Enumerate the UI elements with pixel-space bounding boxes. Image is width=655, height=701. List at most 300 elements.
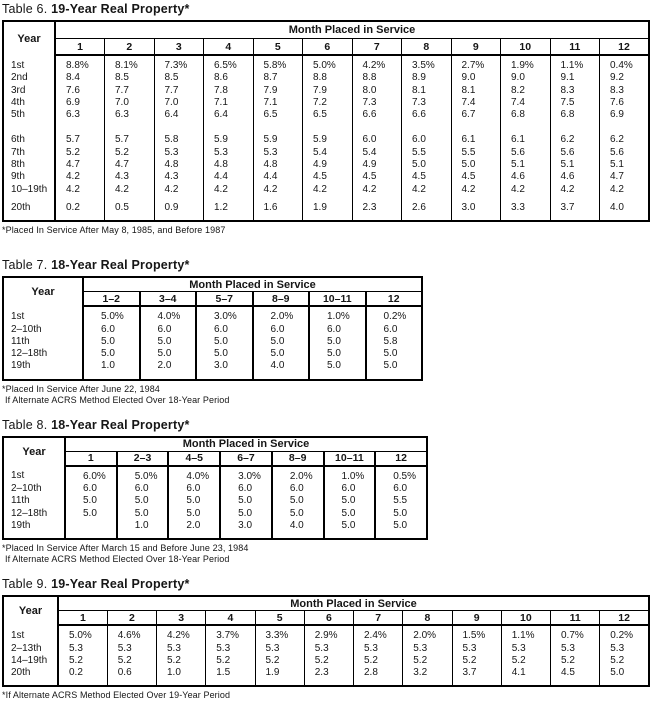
row-label: 14–19th: [3, 655, 58, 667]
value-cell: 7.1: [204, 97, 254, 109]
month-column-header: 8: [402, 39, 452, 56]
value-cell: 5.3: [501, 643, 550, 655]
value-cell: 8.9: [402, 72, 452, 84]
header-row-1: [3, 277, 422, 292]
value-cell: 5.9: [204, 121, 254, 146]
month-column-header: 2–3: [117, 451, 169, 466]
value-cell: 1.9: [303, 196, 353, 221]
value-cell: 4.0: [272, 520, 324, 539]
value-cell: 6.0: [352, 121, 402, 146]
value-cell: 7.9: [303, 85, 353, 97]
month-column-header: 9: [452, 611, 501, 626]
year-column-header: Year: [3, 596, 58, 625]
value-cell: 5.8: [154, 121, 204, 146]
value-cell: 4.6: [501, 171, 551, 183]
value-cell: 4.2: [501, 184, 551, 196]
value-cell: 5.8: [366, 336, 423, 348]
month-column-header: 6–7: [220, 451, 272, 466]
value-cell: 4.0%: [140, 306, 197, 323]
month-column-header: 1: [55, 39, 105, 56]
value-cell: 1.2: [204, 196, 254, 221]
table-7-title-main: 18-Year Real Property*: [51, 258, 190, 273]
value-cell: 0.6: [107, 667, 156, 686]
header-row-2: [3, 451, 427, 466]
value-cell: 5.0: [366, 348, 423, 360]
value-cell: 3.0: [196, 360, 253, 379]
month-placed-in-service-header: Month Placed in Service: [55, 21, 649, 39]
row-label: 9th: [3, 171, 55, 183]
value-cell: 5.6: [550, 147, 600, 159]
table-6-title-prefix: Table 6.: [2, 2, 48, 16]
value-cell: 6.4: [204, 109, 254, 121]
value-cell: 6.0: [117, 483, 169, 495]
value-cell: 0.2: [55, 196, 105, 221]
value-cell: 4.2: [451, 184, 501, 196]
value-cell: 5.6: [501, 147, 551, 159]
value-cell: 6.0: [168, 483, 220, 495]
table-row: [3, 97, 649, 109]
value-cell: 4.0%: [168, 466, 220, 483]
value-cell: 5.0: [324, 495, 376, 507]
month-column-header: 11: [550, 39, 600, 56]
value-cell: 5.0: [451, 159, 501, 171]
value-cell: 5.0: [83, 348, 140, 360]
table-row: [3, 55, 649, 72]
value-cell: 0.2%: [600, 625, 649, 642]
table-8-title: [2, 418, 655, 432]
row-label: 5th: [3, 109, 55, 121]
value-cell: 5.0: [375, 508, 427, 520]
value-cell: 8.8: [303, 72, 353, 84]
month-column-header: 4: [206, 611, 255, 626]
row-label: 1st: [3, 466, 65, 483]
value-cell: 4.2: [55, 184, 105, 196]
value-cell: 1.9: [255, 667, 304, 686]
value-cell: 5.6: [600, 147, 650, 159]
value-cell: 5.3: [253, 147, 303, 159]
value-cell: 7.3: [402, 97, 452, 109]
value-cell: 7.6: [55, 85, 105, 97]
value-cell: 4.6: [550, 171, 600, 183]
month-column-header: 12: [375, 451, 427, 466]
table-7-section: [2, 258, 655, 405]
value-cell: 5.2: [157, 655, 206, 667]
value-cell: 3.0: [451, 196, 501, 221]
value-cell: 5.0: [196, 336, 253, 348]
value-cell: 1.9%: [501, 55, 551, 72]
value-cell: 0.5%: [375, 466, 427, 483]
value-cell: 5.0: [272, 495, 324, 507]
row-label: 1st: [3, 306, 83, 323]
table-row: [3, 184, 649, 196]
table-9-title-main: 19-Year Real Property*: [51, 577, 190, 592]
row-label: 1st: [3, 625, 58, 642]
value-cell: 5.0: [272, 508, 324, 520]
value-cell: 6.5%: [204, 55, 254, 72]
month-column-header: 1: [65, 451, 117, 466]
value-cell: 4.8: [154, 159, 204, 171]
row-label: 3rd: [3, 85, 55, 97]
month-column-header: 9: [451, 39, 501, 56]
value-cell: 5.0: [117, 495, 169, 507]
row-label: 10–19th: [3, 184, 55, 196]
value-cell: 6.6: [402, 109, 452, 121]
table-8-section: [2, 418, 655, 565]
value-cell: 5.0: [117, 508, 169, 520]
month-column-header: 12: [600, 611, 649, 626]
table-7-footnote-2: If Alternate ACRS Method Elected Over 18-Year Period: [5, 394, 230, 405]
value-cell: 5.2: [107, 655, 156, 667]
value-cell: 2.0: [168, 520, 220, 539]
value-cell: 5.3: [452, 643, 501, 655]
value-cell: 9.0: [501, 72, 551, 84]
value-cell: 1.6: [253, 196, 303, 221]
value-cell: 3.2: [403, 667, 452, 686]
value-cell: 7.3: [352, 97, 402, 109]
value-cell: 6.9: [600, 109, 650, 121]
value-cell: 5.0: [220, 508, 272, 520]
table-6: [2, 20, 650, 222]
value-cell: 8.6: [204, 72, 254, 84]
value-cell: 4.2: [402, 184, 452, 196]
table-6-footnotes: [2, 225, 655, 236]
value-cell: 4.2%: [352, 55, 402, 72]
value-cell: 5.2: [551, 655, 600, 667]
header-row-2: [3, 611, 649, 626]
table-row: [3, 121, 649, 146]
value-cell: 5.5: [402, 147, 452, 159]
value-cell: 3.5%: [402, 55, 452, 72]
table-9-title: [2, 577, 655, 591]
value-cell: 4.2: [154, 184, 204, 196]
value-cell: 6.5: [303, 109, 353, 121]
table-9-footnotes: [2, 690, 655, 701]
value-cell: 5.9: [253, 121, 303, 146]
value-cell: 6.1: [501, 121, 551, 146]
value-cell: 2.3: [352, 196, 402, 221]
value-cell: 8.2: [501, 85, 551, 97]
value-cell: 5.2: [58, 655, 107, 667]
row-label: 12–18th: [3, 508, 65, 520]
value-cell: 5.3: [107, 643, 156, 655]
table-row: [3, 625, 649, 642]
value-cell: 5.0%: [303, 55, 353, 72]
value-cell: 4.2: [204, 184, 254, 196]
value-cell: 3.0: [220, 520, 272, 539]
value-cell: 7.5: [550, 97, 600, 109]
value-cell: 2.7%: [451, 55, 501, 72]
value-cell: 5.0: [65, 495, 117, 507]
table-row: [3, 643, 649, 655]
table-row: [3, 324, 422, 336]
value-cell: 7.9: [253, 85, 303, 97]
value-cell: 6.2: [600, 121, 650, 146]
value-cell: 5.1: [600, 159, 650, 171]
row-label: 6th: [3, 121, 55, 146]
month-placed-in-service-header: Month Placed in Service: [58, 596, 649, 611]
table-row: [3, 159, 649, 171]
value-cell: 5.3: [154, 147, 204, 159]
header-row-2: [3, 39, 649, 56]
value-cell: 2.9%: [304, 625, 353, 642]
value-cell: 7.7: [105, 85, 155, 97]
value-cell: 4.2: [352, 184, 402, 196]
value-cell: 5.0: [253, 336, 310, 348]
value-cell: 4.2%: [157, 625, 206, 642]
value-cell: 8.8: [352, 72, 402, 84]
value-cell: 3.7: [550, 196, 600, 221]
value-cell: 5.7: [105, 121, 155, 146]
row-label: 11th: [3, 495, 65, 507]
month-column-header: 1–2: [83, 292, 140, 307]
value-cell: 3.0%: [196, 306, 253, 323]
value-cell: 6.0: [375, 483, 427, 495]
value-cell: 6.9: [55, 97, 105, 109]
value-cell: 6.5: [253, 109, 303, 121]
table-7: [2, 276, 423, 380]
value-cell: 4.2: [550, 184, 600, 196]
value-cell: 4.0: [600, 196, 650, 221]
value-cell: 4.5: [402, 171, 452, 183]
value-cell: 2.0%: [403, 625, 452, 642]
value-cell: 5.4: [303, 147, 353, 159]
value-cell: 2.0%: [253, 306, 310, 323]
table-8-title-main: 18-Year Real Property*: [51, 417, 190, 432]
value-cell: 8.7: [253, 72, 303, 84]
value-cell: 3.7%: [206, 625, 255, 642]
value-cell: 6.3: [105, 109, 155, 121]
row-label: 1st: [3, 55, 55, 72]
value-cell: 5.5: [451, 147, 501, 159]
value-cell: 4.2: [55, 171, 105, 183]
value-cell: 8.3: [550, 85, 600, 97]
value-cell: 5.0: [309, 348, 366, 360]
year-column-header: Year: [3, 21, 55, 55]
month-column-header: 3: [157, 611, 206, 626]
value-cell: 5.2: [255, 655, 304, 667]
value-cell: 0.2: [58, 667, 107, 686]
value-cell: 6.0%: [65, 466, 117, 483]
row-label: 12–18th: [3, 348, 83, 360]
value-cell: 2.6: [402, 196, 452, 221]
value-cell: 6.3: [55, 109, 105, 121]
value-cell: 5.0: [253, 348, 310, 360]
value-cell: 3.0%: [220, 466, 272, 483]
row-label: 2–13th: [3, 643, 58, 655]
table-6-footnote-1: *Placed In Service After May 8, 1985, and Before 1987: [2, 225, 226, 236]
year-column-header: Year: [3, 277, 83, 306]
month-column-header: 5: [253, 39, 303, 56]
table-7-title-prefix: Table 7.: [2, 258, 48, 273]
month-column-header: 8–9: [272, 451, 324, 466]
month-column-header: 6: [303, 39, 353, 56]
table-7-footnotes: [2, 384, 655, 406]
header-row-1: [3, 437, 427, 452]
month-column-header: 2: [107, 611, 156, 626]
month-column-header: 4: [204, 39, 254, 56]
month-column-header: 7: [354, 611, 403, 626]
value-cell: 5.5: [375, 495, 427, 507]
table-row: [3, 109, 649, 121]
value-cell: 7.3%: [154, 55, 204, 72]
value-cell: 0.9: [154, 196, 204, 221]
table-9: [2, 595, 650, 687]
month-column-header: 7: [352, 39, 402, 56]
value-cell: 5.0: [600, 667, 649, 686]
value-cell: 5.3: [204, 147, 254, 159]
value-cell: 4.2: [600, 184, 650, 196]
value-cell: 7.7: [154, 85, 204, 97]
value-cell: 3.3%: [255, 625, 304, 642]
value-cell: 4.1: [501, 667, 550, 686]
value-cell: 5.2: [452, 655, 501, 667]
table-row: [3, 495, 427, 507]
value-cell: 2.4%: [354, 625, 403, 642]
value-cell: 6.2: [550, 121, 600, 146]
table-row: [3, 306, 422, 323]
value-cell: 6.0: [196, 324, 253, 336]
table-row: [3, 85, 649, 97]
value-cell: 5.0: [168, 495, 220, 507]
value-cell: 4.5: [451, 171, 501, 183]
value-cell: 5.4: [352, 147, 402, 159]
value-cell: 8.1%: [105, 55, 155, 72]
value-cell: 6.0: [309, 324, 366, 336]
value-cell: 4.5: [303, 171, 353, 183]
value-cell: 4.4: [204, 171, 254, 183]
value-cell: 5.0: [65, 508, 117, 520]
value-cell: 0.7%: [551, 625, 600, 642]
value-cell: 6.7: [451, 109, 501, 121]
row-label: 2–10th: [3, 324, 83, 336]
month-column-header: 3–4: [140, 292, 197, 307]
value-cell: 5.0: [220, 495, 272, 507]
table-row: [3, 72, 649, 84]
value-cell: 4.0: [253, 360, 310, 379]
value-cell: 5.2: [55, 147, 105, 159]
table-6-title: [2, 2, 655, 16]
value-cell: 7.4: [501, 97, 551, 109]
table-row: [3, 508, 427, 520]
value-cell: 5.0: [83, 336, 140, 348]
value-cell: 7.6: [600, 97, 650, 109]
value-cell: 5.8%: [253, 55, 303, 72]
value-cell: 5.2: [501, 655, 550, 667]
value-cell: 7.0: [105, 97, 155, 109]
month-column-header: 10–11: [324, 451, 376, 466]
value-cell: 5.2: [304, 655, 353, 667]
header-row-1: [3, 596, 649, 611]
value-cell: 5.0%: [117, 466, 169, 483]
table-row: [3, 520, 427, 539]
value-cell: 1.5%: [452, 625, 501, 642]
value-cell: 2.3: [304, 667, 353, 686]
value-cell: 6.0: [324, 483, 376, 495]
value-cell: 4.7: [55, 159, 105, 171]
table-7-title: [2, 258, 655, 272]
value-cell: 5.3: [551, 643, 600, 655]
value-cell: 5.0: [324, 520, 376, 539]
value-cell: 5.3: [403, 643, 452, 655]
value-cell: 4.4: [253, 171, 303, 183]
value-cell: 7.4: [451, 97, 501, 109]
value-cell: 5.2: [403, 655, 452, 667]
value-cell: 5.0%: [83, 306, 140, 323]
value-cell: 6.0: [366, 324, 423, 336]
month-column-header: 12: [600, 39, 650, 56]
value-cell: 9.1: [550, 72, 600, 84]
month-placed-in-service-header: Month Placed in Service: [65, 437, 427, 452]
value-cell: 5.0: [309, 336, 366, 348]
value-cell: 1.1%: [550, 55, 600, 72]
value-cell: 7.0: [154, 97, 204, 109]
value-cell: 2.8: [354, 667, 403, 686]
row-label: 8th: [3, 159, 55, 171]
value-cell: 5.3: [157, 643, 206, 655]
row-label: 2nd: [3, 72, 55, 84]
value-cell: 9.2: [600, 72, 650, 84]
value-cell: 1.0: [157, 667, 206, 686]
row-label: 20th: [3, 196, 55, 221]
value-cell: 4.5: [551, 667, 600, 686]
value-cell: 5.0: [168, 508, 220, 520]
value-cell: 5.0: [140, 348, 197, 360]
value-cell: 4.9: [352, 159, 402, 171]
value-cell: 5.3: [304, 643, 353, 655]
value-cell: 4.7: [600, 171, 650, 183]
value-cell: 5.3: [354, 643, 403, 655]
value-cell: 4.2: [105, 184, 155, 196]
value-cell: 1.0%: [309, 306, 366, 323]
value-cell: 6.8: [501, 109, 551, 121]
value-cell: 8.3: [600, 85, 650, 97]
value-cell: 4.8: [204, 159, 254, 171]
value-cell: 4.2: [303, 184, 353, 196]
table-row: [3, 466, 427, 483]
value-cell: 5.2: [206, 655, 255, 667]
value-cell: 5.1: [501, 159, 551, 171]
value-cell: 5.0: [140, 336, 197, 348]
value-cell: 3.7: [452, 667, 501, 686]
value-cell: 5.0%: [58, 625, 107, 642]
value-cell: 6.6: [352, 109, 402, 121]
table-row: [3, 336, 422, 348]
value-cell: 5.0: [402, 159, 452, 171]
month-column-header: 4–5: [168, 451, 220, 466]
value-cell: 4.5: [352, 171, 402, 183]
value-cell: 8.8%: [55, 55, 105, 72]
table-9-title-prefix: Table 9.: [2, 577, 48, 592]
value-cell: 5.9: [303, 121, 353, 146]
row-label: 19th: [3, 360, 83, 379]
table-row: [3, 483, 427, 495]
header-row-1: [3, 21, 649, 39]
month-column-header: 11: [551, 611, 600, 626]
table-8: [2, 436, 428, 540]
value-cell: 1.0: [83, 360, 140, 379]
table-8-footnote-2: If Alternate ACRS Method Elected Over 18-Year Period: [5, 554, 230, 565]
table-row: [3, 348, 422, 360]
value-cell: 4.3: [154, 171, 204, 183]
year-column-header: Year: [3, 437, 65, 466]
row-label: 11th: [3, 336, 83, 348]
value-cell: 2.0%: [272, 466, 324, 483]
table-row: [3, 655, 649, 667]
table-row: [3, 196, 649, 221]
row-label: 20th: [3, 667, 58, 686]
value-cell: 5.3: [206, 643, 255, 655]
month-placed-in-service-header: Month Placed in Service: [83, 277, 422, 292]
